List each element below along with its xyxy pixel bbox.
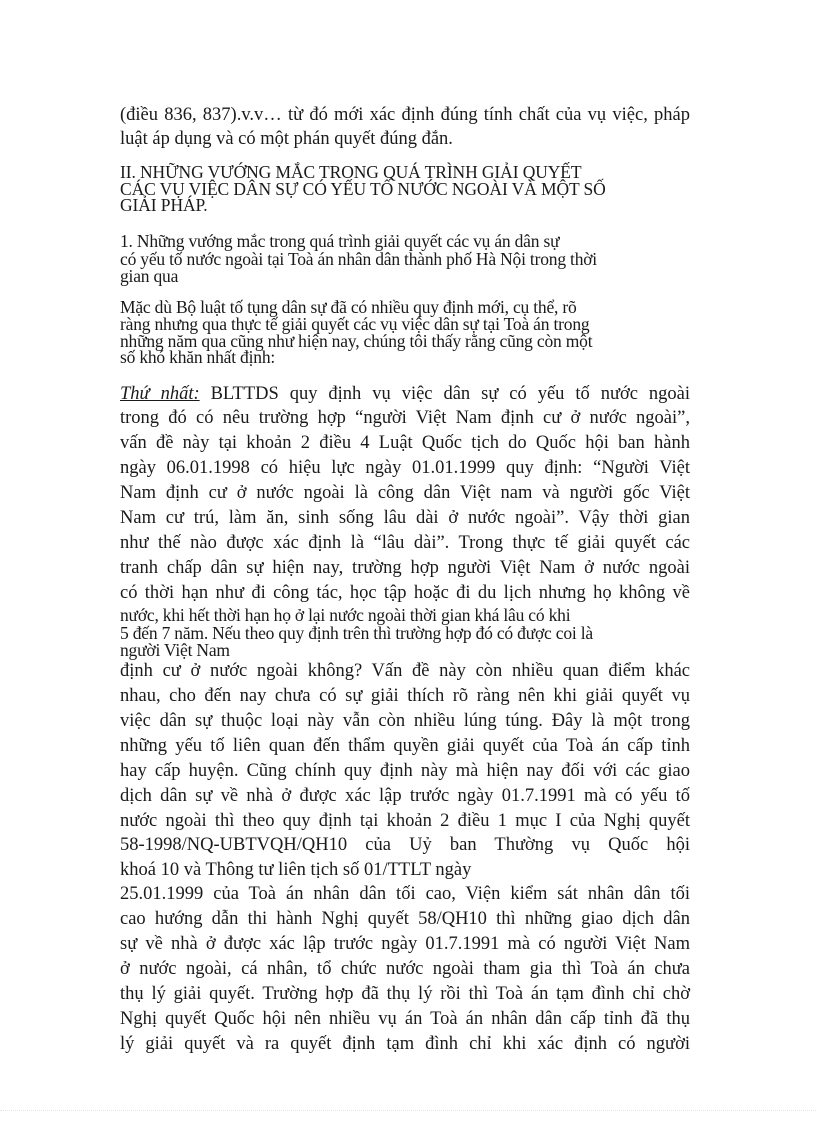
paragraph-line: dịch dân sự về nhà ở được xác lập trước ngày 01.7.1991 mà có yếu tố bbox=[120, 786, 690, 806]
subsection-heading-line: gian qua bbox=[120, 266, 179, 286]
paragraph-line: người Việt Nam bbox=[120, 640, 230, 660]
subsection-heading-line: có yếu tố nước ngoài tại Toà án nhân dân thành phố Hà Nội trong thời bbox=[120, 249, 597, 269]
paragraph-line: có thời hạn như đi công tác, học tập hoặc đi du lịch nhưng họ không về bbox=[120, 583, 690, 603]
section-heading-line: II. NHỮNG VƯỚNG MẮC TRONG QUÁ TRÌNH GIẢI QUYẾT bbox=[120, 162, 582, 182]
paragraph-line: như thế nào được xác định là “lâu dài”. Trong thực tế giải quyết các bbox=[120, 533, 690, 553]
paragraph-line: số khó khăn nhất định: bbox=[120, 347, 276, 367]
paragraph-line: lý giải quyết và ra quyết định tạm đình chỉ khi xác định có người bbox=[120, 1034, 690, 1054]
paragraph-line: định cư ở nước ngoài không? Vấn đề này còn nhiều quan điểm khác bbox=[120, 661, 690, 681]
paragraph-text: BLTTDS quy định vụ việc dân sự có yếu tố nước ngoài bbox=[199, 384, 691, 404]
paragraph-line: ràng nhưng qua thực tế giải quyết các vụ việc dân sự tại Toà án trong bbox=[120, 314, 590, 334]
paragraph-line: 5 đến 7 năm. Nếu theo quy định trên thì trường hợp đó có được coi là bbox=[120, 623, 593, 643]
paragraph-line: ở nước ngoài, cá nhân, tổ chức nước ngoài tham gia thì Toà án chưa bbox=[120, 959, 690, 979]
paragraph-line: Nam định cư ở nước ngoài là công dân Việt nam và người gốc Việt bbox=[120, 483, 690, 503]
paragraph-line: những yếu tố liên quan đến thẩm quyền giải quyết của Toà án cấp tỉnh bbox=[120, 736, 690, 756]
emphasis-label: Thứ nhất: bbox=[120, 384, 200, 404]
paragraph-line: (điều 836, 837).v.v… từ đó mới xác định đúng tính chất của vụ việc, pháp bbox=[120, 105, 690, 125]
paragraph-line: luật áp dụng và có một phán quyết đúng đắn. bbox=[120, 129, 453, 149]
paragraph-line: 25.01.1999 của Toà án nhân dân tối cao, Viện kiểm sát nhân dân tối bbox=[120, 884, 690, 904]
paragraph-line: trong đó có nêu trường hợp “người Việt Nam định cư ở nước ngoài”, bbox=[120, 408, 690, 428]
paragraph-line: những năm qua cũng như hiện nay, chúng tôi thấy rằng cũng còn một bbox=[120, 331, 593, 351]
paragraph-line: sự về nhà ở được xác lập trước ngày 01.7.1991 mà có người Việt Nam bbox=[120, 934, 690, 954]
section-heading-line: GIẢI PHÁP. bbox=[120, 195, 208, 215]
subsection-heading-line: 1. Những vướng mắc trong quá trình giải quyết các vụ án dân sự bbox=[120, 231, 560, 251]
paragraph-line: hay cấp huyện. Cũng chính quy định này mà hiện nay đối với các giao bbox=[120, 761, 690, 781]
section-heading-line: CÁC VỤ VIỆC DÂN SỰ CÓ YẾU TỐ NƯỚC NGOÀI VÀ MỘT SỐ bbox=[120, 179, 606, 199]
paragraph-line: nước, khi hết thời hạn họ ở lại nước ngoài thời gian khá lâu có khi bbox=[120, 605, 571, 625]
paragraph-line: nhau, cho đến nay chưa có sự giải thích rõ ràng nên khi giải quyết vụ bbox=[120, 686, 690, 706]
page-bottom-divider bbox=[0, 1110, 816, 1111]
paragraph-line: việc dân sự thuộc loại này vẫn còn nhiều lúng túng. Đây là một trong bbox=[120, 711, 690, 731]
paragraph-line bbox=[120, 383, 690, 405]
paragraph-line: Nam cư trú, làm ăn, sinh sống lâu dài ở nước ngoài”. Vậy thời gian bbox=[120, 508, 690, 528]
paragraph-line: thụ lý giải quyết. Trường hợp đã thụ lý rồi thì Toà án tạm đình chỉ chờ bbox=[120, 984, 690, 1004]
paragraph-line: nước ngoài thì theo quy định tại khoản 2 điều 1 mục I của Nghị quyết bbox=[120, 811, 690, 831]
paragraph-line: ngày 06.01.1998 có hiệu lực ngày 01.01.1999 quy định: “Người Việt bbox=[120, 458, 690, 478]
paragraph-line: vấn đề này tại khoản 2 điều 4 Luật Quốc tịch do Quốc hội ban hành bbox=[120, 433, 690, 453]
paragraph-line: 58-1998/NQ-UBTVQH/QH10 của Uỷ ban Thường vụ Quốc hội bbox=[120, 835, 690, 855]
paragraph-line: tranh chấp dân sự hiện nay, trường hợp người Việt Nam ở nước ngoài bbox=[120, 558, 690, 578]
paragraph-line: cao hướng dẫn thi hành Nghị quyết 58/QH10 thì những giao dịch dân bbox=[120, 909, 690, 929]
paragraph-line: Mặc dù Bộ luật tố tụng dân sự đã có nhiều quy định mới, cụ thể, rõ bbox=[120, 297, 577, 317]
paragraph-line: Nghị quyết Quốc hội nên nhiều vụ án Toà án nhân dân cấp tỉnh đã thụ bbox=[120, 1009, 690, 1029]
paragraph-line: khoá 10 và Thông tư liên tịch số 01/TTLT ngày bbox=[120, 860, 472, 880]
